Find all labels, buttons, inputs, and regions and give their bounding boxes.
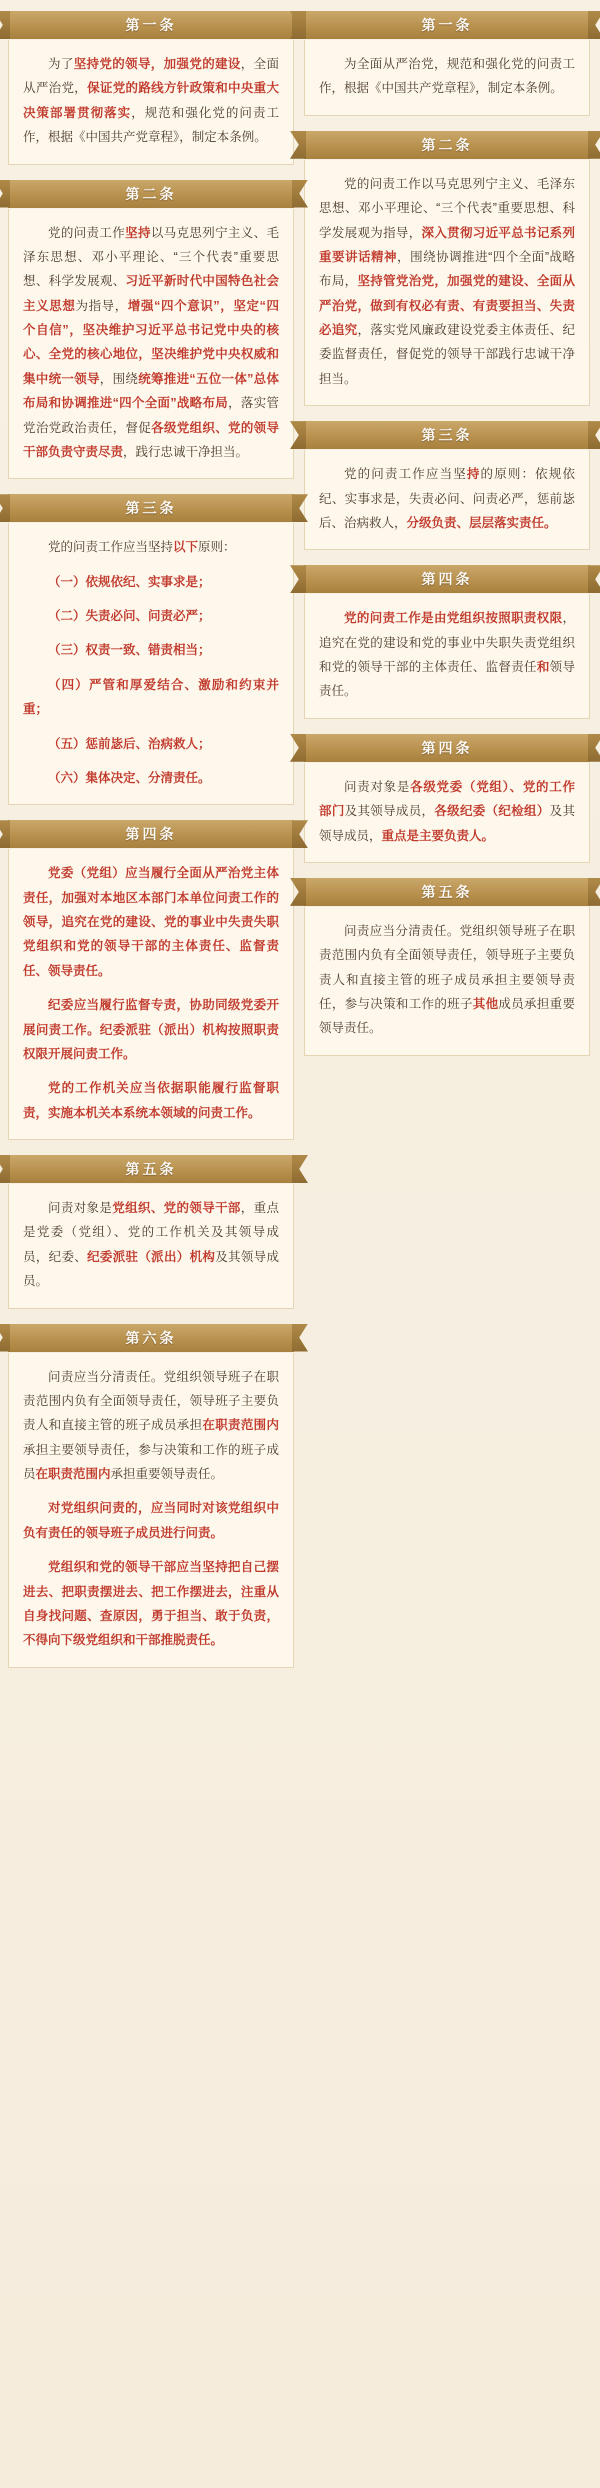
body-text: ，落实管党治党政治责任，督促	[23, 396, 279, 435]
article-paragraph	[23, 1076, 279, 1125]
article-body	[8, 209, 294, 480]
article-banner	[8, 179, 294, 209]
article-block	[8, 10, 294, 165]
body-text: 问责对象是	[344, 779, 411, 794]
column-original-regulation	[8, 10, 294, 1682]
article-paragraph	[23, 732, 279, 756]
article-body	[8, 523, 294, 805]
article-banner	[8, 1323, 294, 1353]
body-text: 问责应当分清责任。党组织领导班子在职责范围内负有全面领导责任，领导班子主要负责人和直接主管的班子成员承担主要领导责任，参与决策和工作的班子	[319, 923, 575, 1011]
highlighted-text: 党的工作机关应当依据职能履行监督职责，实施本机关本系统本领域的问责工作。	[23, 1081, 279, 1120]
two-column-comparison	[8, 10, 592, 1682]
highlighted-text: （二）失责必问、问责必严；	[48, 609, 211, 623]
ribbon-shape	[304, 421, 590, 449]
article-body	[8, 849, 294, 1140]
article-block	[8, 819, 294, 1140]
highlighted-text: 习近平新时代中国特色社会主义思想	[23, 274, 279, 313]
highlighted-text: 持	[466, 467, 481, 482]
highlighted-text: 各级党组织、党的领导干部	[23, 420, 279, 459]
article-paragraph	[319, 462, 575, 535]
ribbon-shape	[304, 734, 590, 762]
ribbon-shape	[304, 878, 590, 906]
body-text: 成员承担重要领导责任。	[319, 997, 575, 1036]
article-block	[304, 733, 590, 863]
body-text: ，围绕协调推进“四个全面”战略布局，	[319, 249, 575, 289]
ribbon-shape	[304, 11, 590, 39]
highlighted-text: 党组织和党的领导干部应当坚持把自己摆进去、把职责摆进去、把工作摆进去，注重从自身找问题、查原因，勇于担当、敢于负责，不得向下级党组织和干部推脱责任。	[23, 1560, 279, 1648]
highlighted-text: 保证党的路线方针政策和中央重大决策部署贯彻落实	[23, 81, 279, 120]
body-text: ，追究在党的建设和党的事业中失职失责党组织和党的领导干部的主体责任、监督责任	[319, 611, 575, 674]
article-paragraph	[23, 1365, 279, 1487]
article-banner-label: 第三条	[125, 500, 177, 517]
article-paragraph	[319, 919, 575, 1041]
article-paragraph	[23, 1555, 279, 1653]
highlighted-text: 坚持	[125, 225, 151, 240]
article-banner-label: 第四条	[125, 826, 177, 843]
highlighted-text: 以下	[173, 540, 199, 555]
body-text: 及其领导成员，	[319, 804, 575, 843]
body-text: 以马克思列宁主义、毛泽东思想、邓小平理论、“三个代表”重要思想、科学发展观、	[23, 225, 279, 289]
body-text: 领导责任。	[319, 660, 575, 699]
ribbon-shape	[8, 820, 294, 848]
body-text: 问责应当分清责任。党组织领导班子在职责范围内负有全面领导责任，领导班子主要负责人和直接主管的班子成员承担	[23, 1369, 279, 1433]
ribbon-shape	[8, 1324, 294, 1352]
body-text: 承担重要领导责任。	[110, 1467, 224, 1481]
body-text: 党的问责工作以马克思列宁主义、毛泽东思想、邓小平理论、“三个代表”重要思想、科学发展观为指导，	[319, 176, 575, 240]
article-block	[8, 1154, 294, 1309]
article-block	[304, 10, 590, 116]
article-banner-label: 第一条	[125, 17, 177, 33]
article-block	[304, 420, 590, 550]
body-text: 原则：	[198, 540, 236, 555]
article-block	[8, 1323, 294, 1668]
article-paragraph	[23, 221, 279, 465]
article-paragraph	[23, 604, 279, 628]
article-banner-label: 第一条	[421, 17, 473, 33]
highlighted-text: 纪委派驻（派出）机构	[87, 1249, 216, 1264]
article-banner	[304, 564, 590, 594]
body-text: 为了	[48, 57, 74, 71]
highlighted-text: 纪委应当履行监督专责，协助同级党委开展问责工作。纪委派驻（派出）机构按照职责权限开展问责工作。	[23, 998, 279, 1061]
highlighted-text: 党委（党组）应当履行全面从严治党主体责任，加强对本地区本部门本单位问责工作的领导，追究在党的建设、党的事业中失责失职党组织和党的领导干部的主体责任、监督责任、领导责任。	[23, 866, 279, 978]
highlighted-text: 重点是主要负责人。	[381, 828, 495, 843]
body-text: ，落实党风廉政建设党委主体责任、纪委监督责任，督促党的领导干部践行忠诚干净担当。	[319, 323, 575, 386]
highlighted-text: 负责守责尽责	[48, 444, 124, 459]
article-banner	[8, 819, 294, 849]
highlighted-text: 党的问责工作是由党组织按照职责权限	[344, 611, 563, 626]
body-text: ，规范和强化党的问责工作，根据《中国共产党章程》，制定本条例。	[23, 105, 279, 145]
article-paragraph	[23, 52, 279, 150]
article-banner	[304, 10, 590, 40]
article-paragraph	[23, 535, 279, 559]
highlighted-text: 在职责范围内	[35, 1467, 111, 1481]
body-text: 问责对象是	[48, 1201, 113, 1215]
article-banner-label: 第二条	[421, 136, 473, 153]
article-paragraph	[23, 673, 279, 722]
article-banner-label: 第六条	[125, 1329, 177, 1346]
highlighted-text: 分级负责、层层落实责任。	[406, 515, 557, 530]
highlighted-text: 在职责范围内	[202, 1418, 279, 1433]
article-banner	[8, 493, 294, 523]
article-body	[304, 40, 590, 116]
body-text: ，围绕	[99, 371, 139, 386]
highlighted-text: 深入贯彻习近平总书记系列重要讲话精神	[319, 225, 575, 264]
article-banner	[304, 877, 590, 907]
article-body	[304, 907, 590, 1056]
article-block	[304, 877, 590, 1056]
article-paragraph	[319, 172, 575, 391]
article-paragraph	[319, 606, 575, 704]
highlighted-text: 和	[536, 660, 550, 674]
highlighted-text: （五）惩前毖后、治病救人；	[48, 736, 211, 751]
ribbon-shape	[304, 565, 590, 593]
ribbon-shape	[8, 494, 294, 522]
highlighted-text: 增强“四个意识”，坚定“四个自信”，坚决维护习近平总书记党中央的核心、全党的核心地位，坚决维护党中央权威和集中统一领导	[23, 298, 279, 386]
highlighted-text: 党组织、党的领导干部	[112, 1201, 241, 1215]
article-banner-label: 第四条	[421, 739, 473, 756]
body-text: 为指导，	[75, 298, 128, 313]
body-text: 党的问责工作应当坚持	[48, 540, 174, 555]
highlighted-text: （四）严管和厚爱结合、激励和约束并重；	[23, 677, 279, 717]
article-body	[8, 40, 294, 165]
ribbon-shape	[8, 180, 294, 208]
article-banner-label: 第五条	[421, 883, 473, 900]
ribbon-shape	[8, 11, 294, 39]
ribbon-shape	[8, 1155, 294, 1183]
article-body	[304, 450, 590, 550]
body-text: 为全面从严治党，规范和强化党的问责工作，根据《中国共产党章程》，制定本条例。	[319, 57, 575, 96]
article-banner-label: 第四条	[421, 571, 473, 588]
article-paragraph	[23, 993, 279, 1066]
highlighted-text: 各级党委（党组）、党的工作部门	[319, 779, 575, 819]
article-body	[8, 1353, 294, 1668]
article-banner	[304, 733, 590, 763]
article-banner	[304, 420, 590, 450]
article-banner-label: 第二条	[125, 185, 177, 202]
body-text: 及其领导成员，	[344, 804, 435, 819]
article-banner-label: 第五条	[125, 1161, 177, 1177]
article-block	[8, 493, 294, 805]
highlighted-text: 坚持管党治党，加强党的建设、全面从严治党，做到有权必有责、有责要担当、失责必追究	[319, 274, 575, 337]
article-block	[304, 564, 590, 719]
article-block	[8, 179, 294, 480]
article-body	[8, 1184, 294, 1309]
ribbon-shape	[304, 131, 590, 159]
article-body	[304, 594, 590, 719]
body-text: 承担主要领导责任，参与决策和工作的班子成员	[23, 1442, 279, 1481]
highlighted-text: 各级纪委（纪检组）	[434, 804, 550, 819]
article-paragraph	[23, 1496, 279, 1545]
body-text: 及其领导成员。	[23, 1249, 279, 1289]
highlighted-text: 对党组织问责的，应当同时对该党组织中负有责任的领导班子成员进行问责。	[23, 1501, 279, 1540]
body-text: 的原则：依规依纪、实事求是，失责必问、问责必严，惩前毖后、治病救人，	[319, 467, 575, 530]
body-text: ，践行忠诚干净担当。	[123, 444, 249, 459]
article-banner	[304, 130, 590, 160]
article-paragraph	[319, 775, 575, 848]
article-paragraph	[23, 1196, 279, 1294]
article-body	[304, 763, 590, 863]
article-paragraph	[23, 570, 279, 594]
article-paragraph	[23, 638, 279, 662]
article-banner	[8, 10, 294, 40]
highlighted-text: 统筹推进“五位一体”总体布局和协调推进“四个全面”战略布局	[23, 371, 279, 411]
article-body	[304, 160, 590, 406]
article-banner	[8, 1154, 294, 1184]
body-text: ，重点是党委（党组）、党的工作机关及其领导成员，纪委、	[23, 1201, 279, 1264]
body-text: 党的问责工作应当坚	[344, 467, 467, 482]
highlighted-text: （三）权责一致、错责相当；	[48, 643, 211, 658]
highlighted-text: 其他	[472, 997, 499, 1011]
body-text: 党的问责工作	[48, 225, 126, 240]
article-paragraph	[319, 52, 575, 101]
article-paragraph	[23, 861, 279, 983]
article-banner-label: 第三条	[421, 427, 473, 444]
body-text: ，全面从严治党，	[23, 57, 279, 96]
highlighted-text: （六）集体决定、分清责任。	[48, 770, 211, 785]
article-paragraph	[23, 766, 279, 790]
highlighted-text: 坚持党的领导，加强党的建设	[73, 57, 241, 71]
article-block	[304, 130, 590, 406]
column-new-regulation	[304, 10, 590, 1070]
highlighted-text: （一）依规依纪、实事求是；	[48, 574, 211, 589]
